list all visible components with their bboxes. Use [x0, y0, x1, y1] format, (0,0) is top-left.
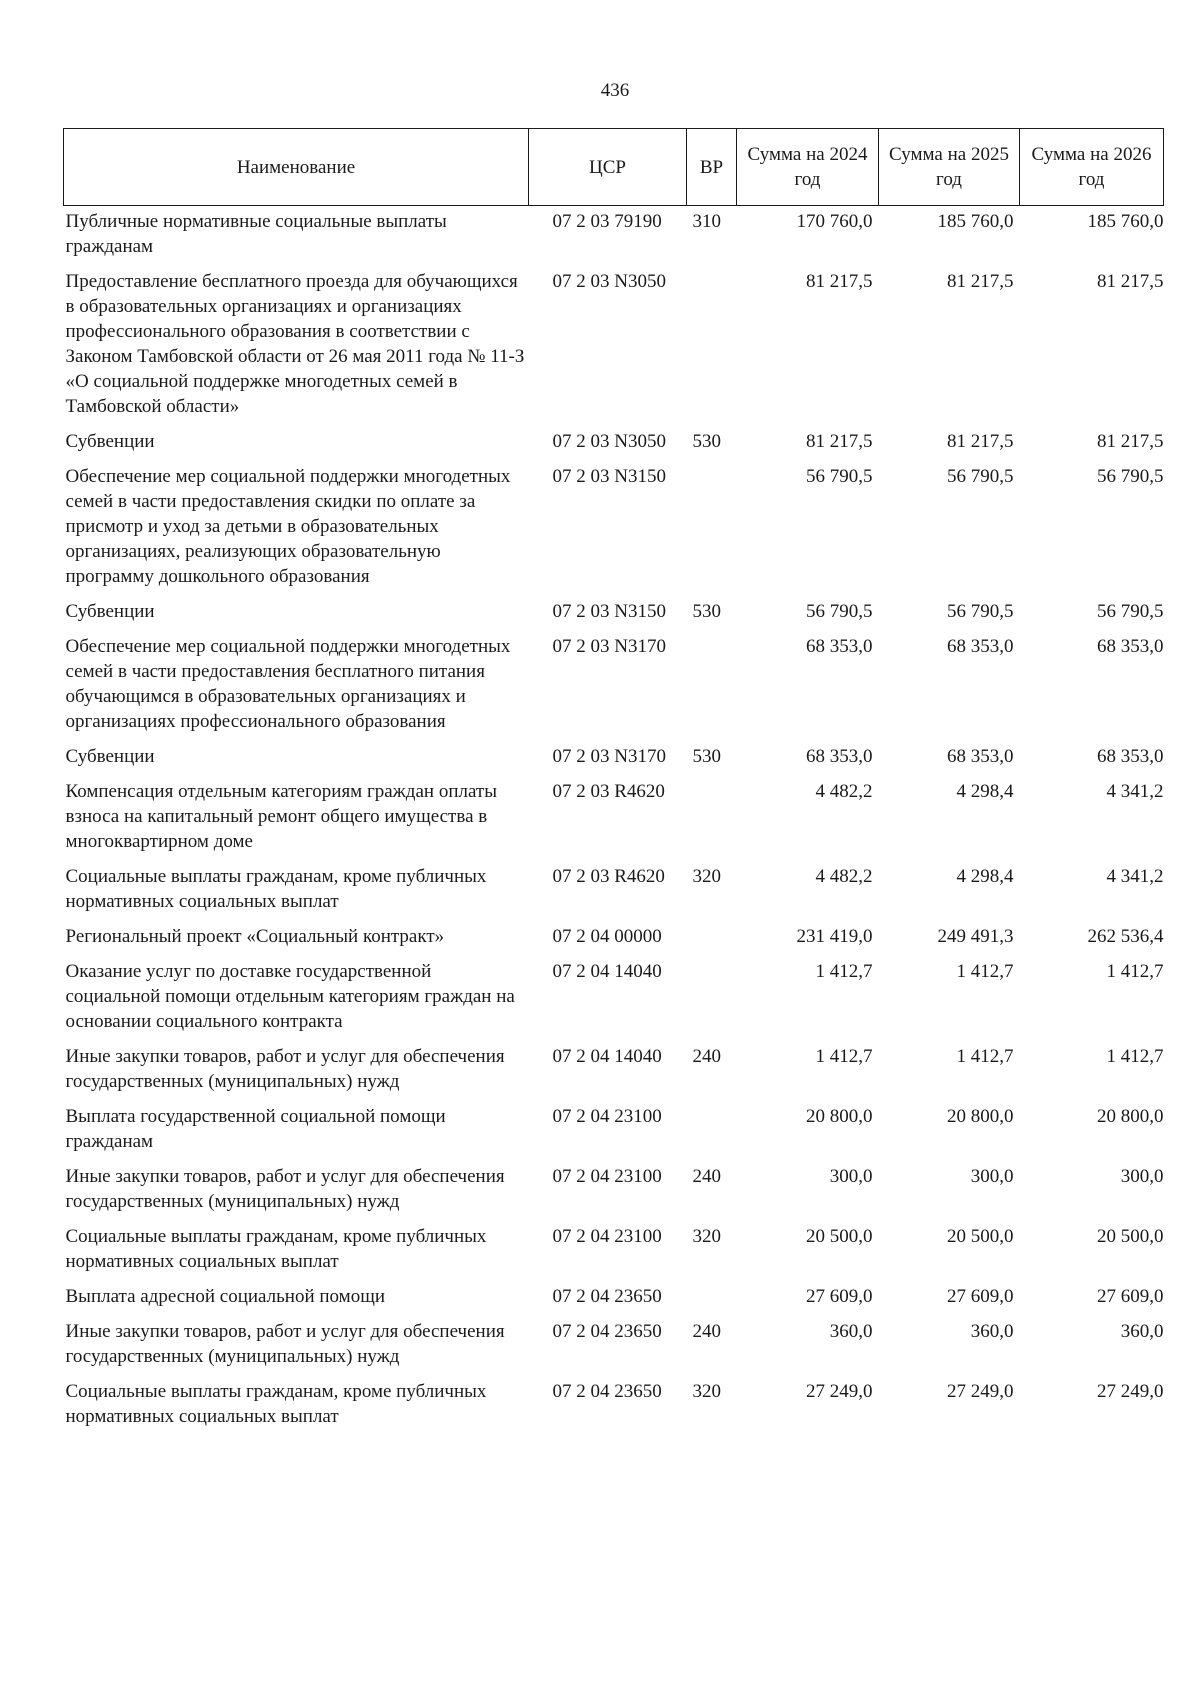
row-sum-2025: 4 298,4: [956, 866, 1014, 887]
row-sum-2024: 4 482,2: [815, 781, 873, 802]
row-csr-code: 07 2 04 23100: [552, 1106, 662, 1127]
row-sum-2025: 20 800,0: [947, 1106, 1014, 1127]
row-sum-2025: 1 412,7: [956, 961, 1014, 982]
row-sum-2025: 4 298,4: [956, 781, 1014, 802]
row-sum-2026: 4 341,2: [1106, 866, 1164, 887]
row-name: Оказание услуг по доставке государственной социальной помощи отдельным категориям граждан на основании социального контракта: [65, 961, 515, 1032]
row-csr-code: 07 2 03 N3050: [552, 271, 666, 292]
row-sum-2026: 20 800,0: [1097, 1106, 1164, 1127]
row-vr-code: 240: [692, 1046, 721, 1067]
row-sum-2024: 68 353,0: [806, 746, 873, 767]
row-sum-2024: 4 482,2: [815, 866, 873, 887]
row-sum-2026: 68 353,0: [1097, 636, 1164, 657]
row-name: Субвенции: [65, 431, 155, 452]
row-sum-2025: 300,0: [970, 1166, 1014, 1187]
row-sum-2026: 56 790,5: [1097, 601, 1164, 622]
row-sum-2026: 27 609,0: [1097, 1286, 1164, 1307]
row-vr-code: [687, 461, 737, 596]
header-sum-2025: Сумма на 2025 год: [879, 129, 1020, 206]
row-sum-2024: 81 217,5: [806, 431, 873, 452]
row-sum-2024: 1 412,7: [815, 1046, 873, 1067]
row-name: Региональный проект «Социальный контракт»: [65, 926, 445, 947]
row-sum-2025: 56 790,5: [947, 466, 1014, 487]
row-name: Субвенции: [65, 746, 155, 767]
row-name: Субвенции: [65, 601, 155, 622]
row-csr-code: 07 2 03 N3170: [552, 746, 666, 767]
row-sum-2024: 300,0: [829, 1166, 873, 1187]
row-sum-2025: 27 609,0: [947, 1286, 1014, 1307]
row-sum-2024: 81 217,5: [806, 271, 873, 292]
table-row: [64, 956, 1164, 1041]
row-name: Социальные выплаты гражданам, кроме публичных нормативных социальных выплат: [65, 1226, 487, 1272]
row-vr-code: [687, 266, 737, 426]
header-vr: ВР: [687, 129, 737, 206]
row-sum-2024: 1 412,7: [815, 961, 873, 982]
row-sum-2024: 27 609,0: [806, 1286, 873, 1307]
row-sum-2024: 20 500,0: [806, 1226, 873, 1247]
row-vr-code: 530: [692, 601, 721, 622]
row-sum-2024: 231 419,0: [796, 926, 873, 947]
row-vr-code: 320: [692, 866, 721, 887]
row-name: Иные закупки товаров, работ и услуг для обеспечения государственных (муниципальных) нужд: [65, 1321, 505, 1367]
row-sum-2024: 27 249,0: [806, 1381, 873, 1402]
row-sum-2025: 1 412,7: [956, 1046, 1014, 1067]
table-body: [64, 206, 1164, 1437]
table-row: [64, 206, 1164, 267]
row-vr-code: [687, 776, 737, 861]
table-row: [64, 1161, 1164, 1221]
table-row: [64, 1376, 1164, 1436]
table-row: [64, 1281, 1164, 1316]
row-name: Выплата адресной социальной помощи: [65, 1286, 386, 1307]
row-sum-2025: 68 353,0: [947, 746, 1014, 767]
row-csr-code: 07 2 03 N3050: [552, 431, 666, 452]
row-name: Обеспечение мер социальной поддержки многодетных семей в части предоставления бесплатного питания обучающимся в образовательных организациях и организациях профессионального образования: [65, 636, 511, 732]
row-sum-2025: 185 760,0: [937, 211, 1014, 232]
row-sum-2024: 360,0: [829, 1321, 873, 1342]
row-vr-code: 320: [692, 1226, 721, 1247]
header-name: Наименование: [64, 129, 529, 206]
row-sum-2024: 56 790,5: [806, 601, 873, 622]
row-sum-2025: 81 217,5: [947, 431, 1014, 452]
row-sum-2026: 300,0: [1120, 1166, 1164, 1187]
row-csr-code: 07 2 03 R4620: [552, 781, 665, 802]
row-name: Предоставление бесплатного проезда для обучающихся в образовательных организациях и организациях профессионального образования в соответствии с Законом Тамбовской области от 26 мая 2011 года № 11-З «О социальной поддержке многодетных семей в Тамбовской области»: [65, 271, 525, 417]
row-sum-2024: 68 353,0: [806, 636, 873, 657]
row-sum-2026: 56 790,5: [1097, 466, 1164, 487]
row-name: Публичные нормативные социальные выплаты гражданам: [65, 211, 447, 257]
row-csr-code: 07 2 03 N3150: [552, 466, 666, 487]
row-sum-2026: 27 249,0: [1097, 1381, 1164, 1402]
row-name: Обеспечение мер социальной поддержки многодетных семей в части предоставления скидки по оплате за присмотр и уход за детьми в образовательных организациях, реализующих образовательную программу дошкольного образования: [65, 466, 511, 587]
row-csr-code: 07 2 04 23100: [552, 1226, 662, 1247]
row-vr-code: [687, 921, 737, 956]
row-vr-code: 240: [692, 1166, 721, 1187]
row-vr-code: [687, 1281, 737, 1316]
row-csr-code: 07 2 04 00000: [552, 926, 662, 947]
row-csr-code: 07 2 03 79190: [552, 211, 662, 232]
row-name: Социальные выплаты гражданам, кроме публичных нормативных социальных выплат: [65, 1381, 487, 1427]
table-row: [64, 861, 1164, 921]
header-row: [64, 129, 1164, 206]
row-name: Социальные выплаты гражданам, кроме публичных нормативных социальных выплат: [65, 866, 487, 912]
header-sum-2026: Сумма на 2026 год: [1020, 129, 1164, 206]
row-vr-code: [687, 631, 737, 741]
table-row: [64, 1316, 1164, 1376]
row-sum-2025: 20 500,0: [947, 1226, 1014, 1247]
row-sum-2026: 1 412,7: [1106, 961, 1164, 982]
row-csr-code: 07 2 04 14040: [552, 961, 662, 982]
row-sum-2026: 185 760,0: [1087, 211, 1164, 232]
row-sum-2026: 262 536,4: [1087, 926, 1164, 947]
row-sum-2025: 27 249,0: [947, 1381, 1014, 1402]
row-sum-2026: 1 412,7: [1106, 1046, 1164, 1067]
row-csr-code: 07 2 03 N3150: [552, 601, 666, 622]
table-row: [64, 1221, 1164, 1281]
row-vr-code: 310: [692, 211, 721, 232]
row-vr-code: 530: [692, 431, 721, 452]
row-sum-2024: 56 790,5: [806, 466, 873, 487]
row-sum-2025: 249 491,3: [937, 926, 1014, 947]
table-row: [64, 921, 1164, 956]
table-row: [64, 426, 1164, 461]
row-sum-2026: 360,0: [1120, 1321, 1164, 1342]
row-sum-2025: 360,0: [970, 1321, 1014, 1342]
row-name: Выплата государственной социальной помощи гражданам: [65, 1106, 446, 1152]
table-row: [64, 776, 1164, 861]
row-csr-code: 07 2 03 R4620: [552, 866, 665, 887]
table-row: [64, 461, 1164, 596]
table-row: [64, 1101, 1164, 1161]
row-name: Иные закупки товаров, работ и услуг для обеспечения государственных (муниципальных) нужд: [65, 1166, 505, 1212]
row-vr-code: [687, 1101, 737, 1161]
row-csr-code: 07 2 04 23100: [552, 1166, 662, 1187]
budget-table: [63, 128, 1164, 1436]
row-sum-2024: 20 800,0: [806, 1106, 873, 1127]
table-row: [64, 1041, 1164, 1101]
page-number: 436: [600, 80, 630, 101]
row-csr-code: 07 2 04 23650: [552, 1321, 662, 1342]
row-sum-2025: 68 353,0: [947, 636, 1014, 657]
row-sum-2024: 170 760,0: [796, 211, 873, 232]
row-sum-2026: 68 353,0: [1097, 746, 1164, 767]
row-name: Иные закупки товаров, работ и услуг для обеспечения государственных (муниципальных) нужд: [65, 1046, 505, 1092]
row-vr-code: [687, 956, 737, 1041]
row-sum-2026: 81 217,5: [1097, 431, 1164, 452]
table-row: [64, 741, 1164, 776]
row-sum-2026: 20 500,0: [1097, 1226, 1164, 1247]
header-csr: ЦСР: [529, 129, 687, 206]
row-sum-2025: 56 790,5: [947, 601, 1014, 622]
header-sum-2024: Сумма на 2024 год: [737, 129, 879, 206]
row-vr-code: 530: [692, 746, 721, 767]
row-sum-2025: 81 217,5: [947, 271, 1014, 292]
row-csr-code: 07 2 04 14040: [552, 1046, 662, 1067]
table-row: [64, 596, 1164, 631]
row-csr-code: 07 2 03 N3170: [552, 636, 666, 657]
row-vr-code: 320: [692, 1381, 721, 1402]
table-row: [64, 266, 1164, 426]
row-vr-code: 240: [692, 1321, 721, 1342]
table-row: [64, 631, 1164, 741]
row-name: Компенсация отдельным категориям граждан оплаты взноса на капитальный ремонт общего имущества в многоквартирном доме: [65, 781, 497, 852]
row-sum-2026: 81 217,5: [1097, 271, 1164, 292]
row-sum-2026: 4 341,2: [1106, 781, 1164, 802]
row-csr-code: 07 2 04 23650: [552, 1286, 662, 1307]
row-csr-code: 07 2 04 23650: [552, 1381, 662, 1402]
table-header: [64, 129, 1164, 206]
